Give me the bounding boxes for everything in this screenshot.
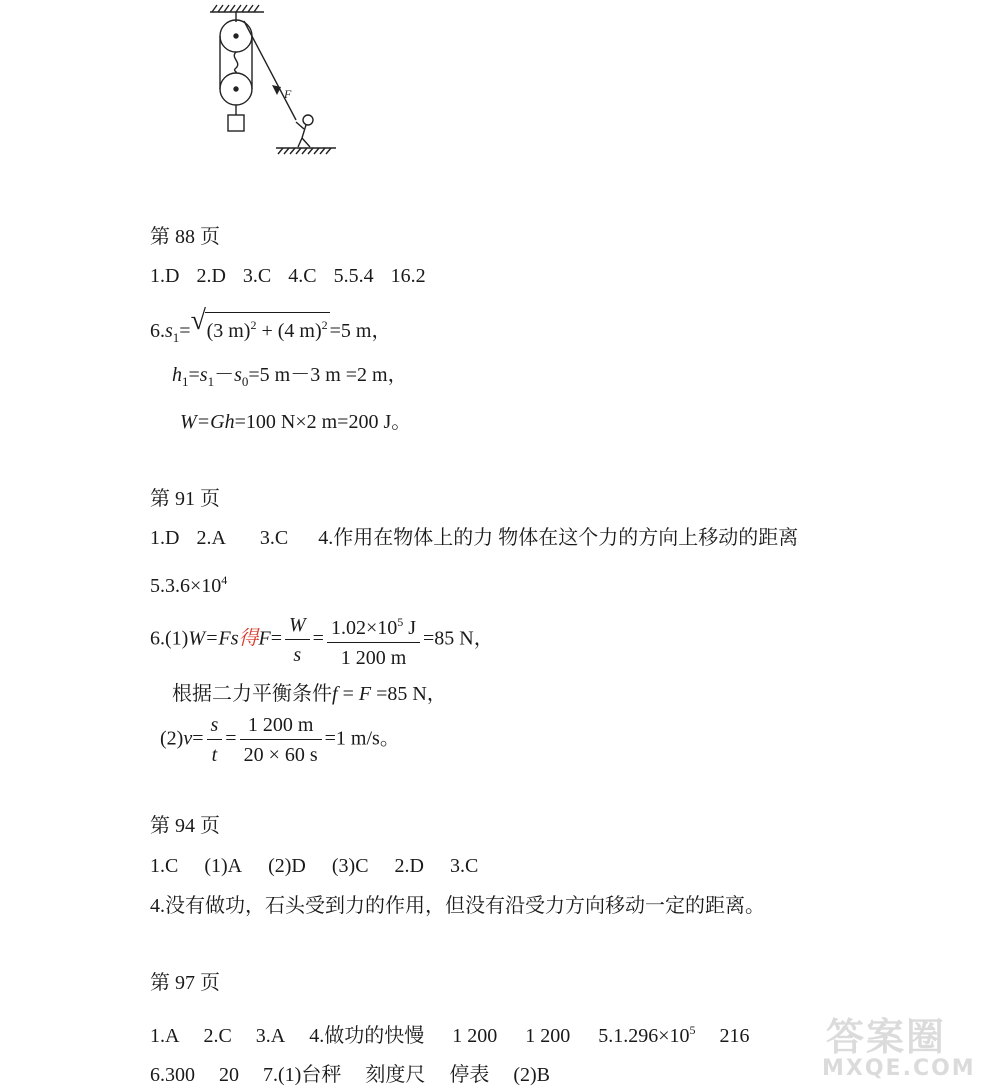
section-heading-p94: 第 94 页 (150, 815, 220, 837)
answer: 3.C (242, 265, 272, 287)
answer-line-p94-1: 1.C (1)A (2)D (3)C 2.D 3.C (150, 855, 479, 877)
watermark-logo-text: 答案圈 (826, 1015, 947, 1059)
answer-line-p88-1 (150, 263, 426, 289)
fraction: $\frac{1.02\times 10^5 J}{1 200 m}$ (327, 610, 420, 670)
formula-p91-q6: 6.(1)W=Fs得F= $\frac{W}{s}$ = $\frac{1.02\times 10^5 J}{1 200 m}$ =85 N， (150, 610, 494, 670)
formula-p88-q6: $6.s_1=$ √ (3 m)$^2$ + (4 m)$^2$ =5 m， (150, 305, 392, 345)
load-box (228, 115, 244, 131)
answer: 4.C (288, 265, 317, 287)
section-heading-p97: 第 97 页 (150, 972, 220, 994)
rope-hook (234, 52, 237, 73)
fraction: $\frac{W}{s}$ (285, 613, 310, 667)
watermark-url: MXQE.COM (822, 1056, 976, 1081)
answer: 5.5.4 (333, 265, 374, 287)
person-head (303, 115, 313, 125)
square-root: √ (3 m)$^2$ + (4 m)$^2$ (190, 305, 328, 342)
watermark (818, 1006, 998, 1084)
answer: 1.D (150, 265, 180, 287)
force-label: F (284, 87, 292, 101)
answer: 2.D (196, 265, 226, 287)
handwritten-note: 得 (238, 627, 259, 650)
answer-line-p94-2: 4.没有做功，石头受到力的作用，但没有沿受力方向移动一定的距离。 (150, 895, 765, 917)
pulley-diagram (200, 0, 370, 160)
formula-p88-w: W=Gh=100 N×2 m=200 J。 (180, 411, 412, 433)
answer-line-p91-2: $5.3.6\times 10^4$ (150, 573, 228, 597)
answer-line-p97-2: 6.300 20 7.(1)台秤 刻度尺 停表 (2)B (150, 1064, 550, 1086)
formula-p88-h: $h_1=s_1-s_0=5$ m－3 m =2 m， (172, 364, 408, 389)
fraction: $\frac{s}{t}$ (207, 713, 223, 767)
text-p91-balance: 根据二力平衡条件f = F =85 N， (172, 683, 447, 705)
answer: 16.2 (390, 265, 426, 287)
answer-line-p91-1: 1.D 2.A 3.C 4.作用在物体上的力 物体在这个力的方向上移动的距离 (150, 527, 799, 549)
section-heading-p91: 第 91 页 (150, 488, 220, 510)
fraction: $\frac{1 200 m}{20 \times 60 s}$ (240, 713, 322, 767)
section-heading-p88: 第 88 页 (150, 226, 220, 248)
formula-p91-q6b: (2)v= $\frac{s}{t}$ = $\frac{1 200 m}{20 \times 60 s}$ =1 m/s。 (160, 714, 400, 766)
answer-line-p97-1: 1.A 2.C 3.A 4.做功的快慢 1 200 1 200 $5.1.296\times 10^5$ 216 (150, 1023, 750, 1047)
ceiling-hatch (212, 5, 259, 12)
ground-hatch (278, 148, 331, 154)
